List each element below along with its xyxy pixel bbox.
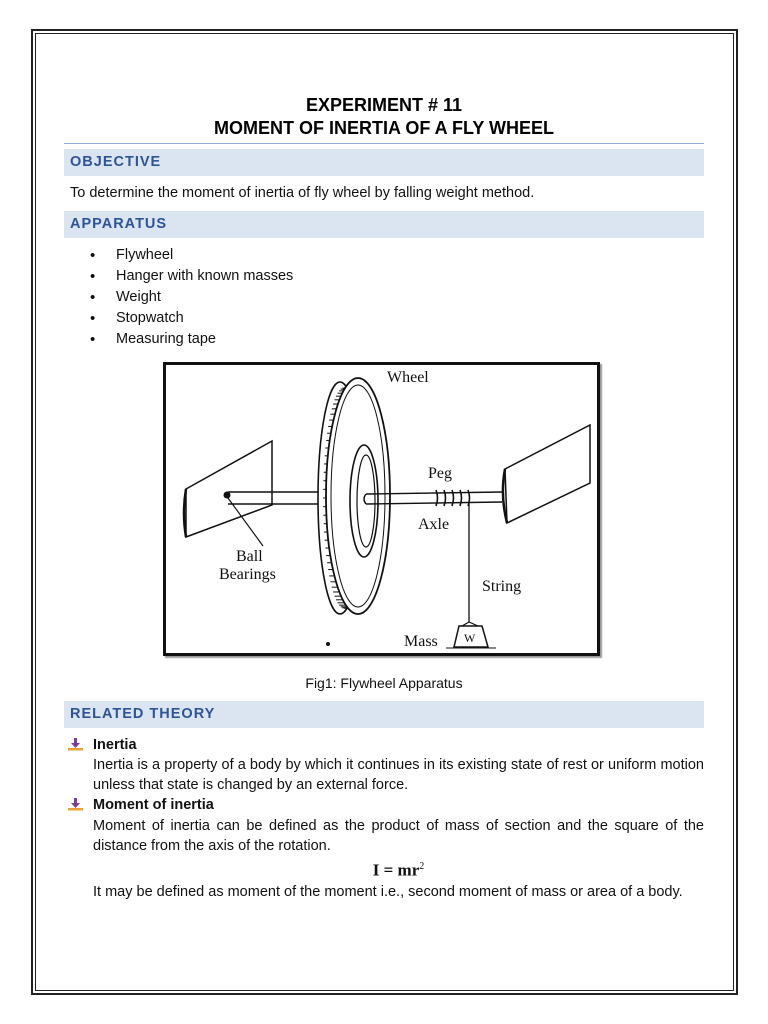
moi-description: Moment of inertia can be defined as the product of mass of section and the square of the distance from the axis of the rotation.: [93, 818, 704, 854]
moi-formula: [64, 856, 704, 882]
arrow-down-plus-icon: [68, 798, 83, 812]
moi-description-2: It may be defined as moment of the moment i.e., second moment of mass or area of a body.: [93, 883, 683, 900]
related-theory-heading: RELATED THEORY: [64, 701, 704, 728]
label-weight-symbol: W: [464, 631, 476, 645]
apparatus-heading: APPARATUS: [64, 211, 704, 238]
inertia-description: Inertia is a property of a body by which it continues in its existing state of rest or uniform motion unless that state is changed by an external force.: [93, 757, 704, 793]
apparatus-item: • Flywheel: [64, 245, 704, 266]
formula-exponent: 2: [419, 861, 425, 872]
label-bearings: Bearings: [219, 566, 276, 583]
term-inertia: [64, 735, 704, 755]
figure-caption: Fig1: Flywheel Apparatus: [305, 675, 463, 691]
objective-heading: OBJECTIVE: [64, 149, 704, 176]
title-divider: [64, 143, 704, 144]
label-wheel: Wheel: [387, 369, 429, 386]
label-ball: Ball: [236, 548, 263, 565]
label-mass: Mass: [404, 633, 438, 650]
related-theory-section: [64, 701, 704, 902]
apparatus-item: • Measuring tape: [64, 329, 704, 350]
main-content: [64, 94, 704, 350]
right-bearing-block: [505, 425, 590, 523]
apparatus-list: [64, 245, 704, 350]
flywheel-figure: [163, 362, 600, 656]
term-inertia-label: Inertia: [93, 737, 137, 753]
ball-bearing-dot: [224, 492, 231, 499]
arrow-down-plus-icon: [68, 738, 83, 752]
label-peg: Peg: [428, 465, 452, 482]
label-axle: Axle: [418, 516, 450, 533]
stray-dot: [326, 642, 330, 646]
left-bearing-block: [186, 441, 272, 537]
flywheel-diagram: [166, 365, 597, 653]
apparatus-item: • Weight: [64, 287, 704, 308]
experiment-title: MOMENT OF INERTIA OF A FLY WHEEL: [214, 118, 554, 138]
term-moment-of-inertia: [64, 795, 704, 815]
experiment-number: EXPERIMENT # 11: [305, 95, 463, 115]
apparatus-item: • Stopwatch: [64, 308, 704, 329]
objective-text: To determine the moment of inertia of fly wheel by falling weight method.: [70, 185, 535, 201]
term-moi-label: Moment of inertia: [93, 797, 214, 813]
formula-base: I = mr: [372, 860, 420, 880]
label-string: String: [482, 578, 522, 595]
apparatus-item: • Hanger with known masses: [64, 266, 704, 287]
